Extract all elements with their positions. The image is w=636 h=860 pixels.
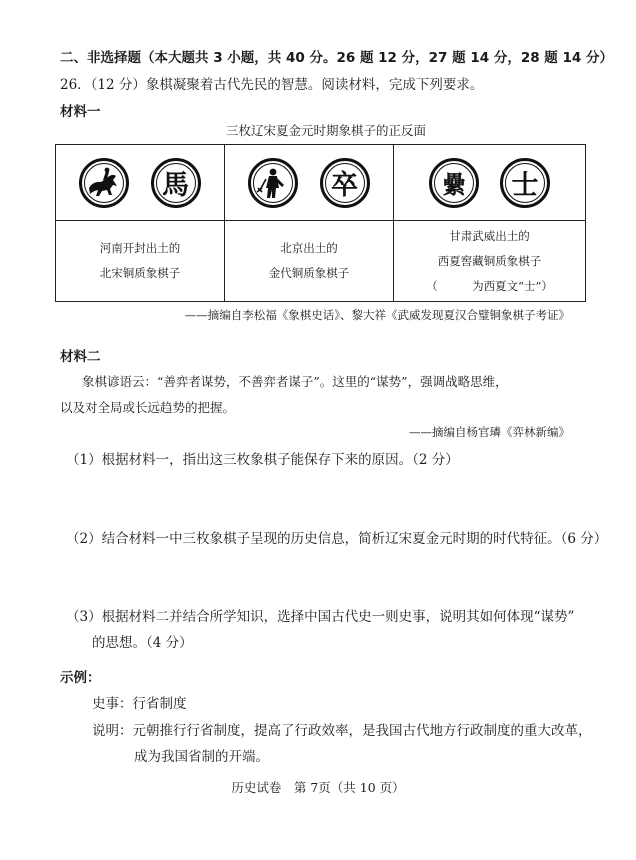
example-explain-line2: 成为我国省制的开端。 xyxy=(134,749,269,765)
back-char-zu: 卒 xyxy=(320,158,370,208)
back-char-shi: 士 xyxy=(500,158,550,208)
example-label: 示例： xyxy=(60,670,101,686)
material-1-label: 材料一 xyxy=(60,104,101,120)
soldier-icon xyxy=(248,158,298,208)
example-event: 史事：行省制度 xyxy=(92,696,187,712)
section-title: 二、非选择题（本大题共 3 小题，共 40 分。26 题 12 分，27 题 14 分，28 题 14 分） xyxy=(60,50,613,66)
subquestion-1: （1）根据材料一，指出这三枚象棋子能保存下来的原因。（2 分） xyxy=(66,452,459,468)
material-2-label: 材料二 xyxy=(60,349,101,365)
example-explain-line1: 说明：元朝推行行省制度，提高了行政效率，是我国古代地方行政制度的重大改革， xyxy=(92,723,592,739)
page-footer: 历史试卷 第 7页（共 10 页） xyxy=(231,780,405,795)
chess-pieces-table xyxy=(55,144,586,302)
piece-desc-song: 河南开封出土的 北宋铜质象棋子 xyxy=(56,221,225,302)
material-2-source: ——摘编自杨官璘《弈林新编》 xyxy=(409,425,570,439)
piece-images-xixia xyxy=(394,145,586,221)
piece-desc-xixia: 甘肃武威出土的 西夏窖藏铜质象棋子 （ 为西夏文“士”） xyxy=(394,221,586,302)
subquestion-3-line1: （3）根据材料二并结合所学知识，选择中国古代史一则史事，说明其如何体现“谋势” xyxy=(66,609,575,625)
material-1-caption: 三枚辽宋夏金元时期象棋子的正反面 xyxy=(226,123,427,138)
piece-desc-jin: 北京出土的 金代铜质象棋子 xyxy=(225,221,394,302)
back-char-ma: 馬 xyxy=(151,158,201,208)
material-2-text-line2: 以及对全局或长远趋势的把握。 xyxy=(60,400,236,415)
subquestion-2: （2）结合材料一中三枚象棋子呈现的历史信息，简析辽宋夏金元时期的时代特征。（6 分） xyxy=(66,531,608,547)
material-1-source: ——摘编自李松福《象棋史话》、黎大祥《武威发现夏汉合璧铜象棋子考证》 xyxy=(184,308,570,322)
subquestion-3-line2: 的思想。（4 分） xyxy=(92,635,193,651)
piece-images-song xyxy=(56,145,225,221)
material-2-text-line1: 象棋谚语云：“善弈者谋势，不善弈者谋子”。这里的“谋势”，强调战略思维， xyxy=(82,374,508,389)
piece-images-jin xyxy=(225,145,394,221)
question-26-stem: 26．（12 分）象棋凝聚着古代先民的智慧。阅读材料，完成下列要求。 xyxy=(60,77,484,93)
horse-rider-icon xyxy=(79,158,129,208)
xixia-script-icon: 纍 xyxy=(429,158,479,208)
